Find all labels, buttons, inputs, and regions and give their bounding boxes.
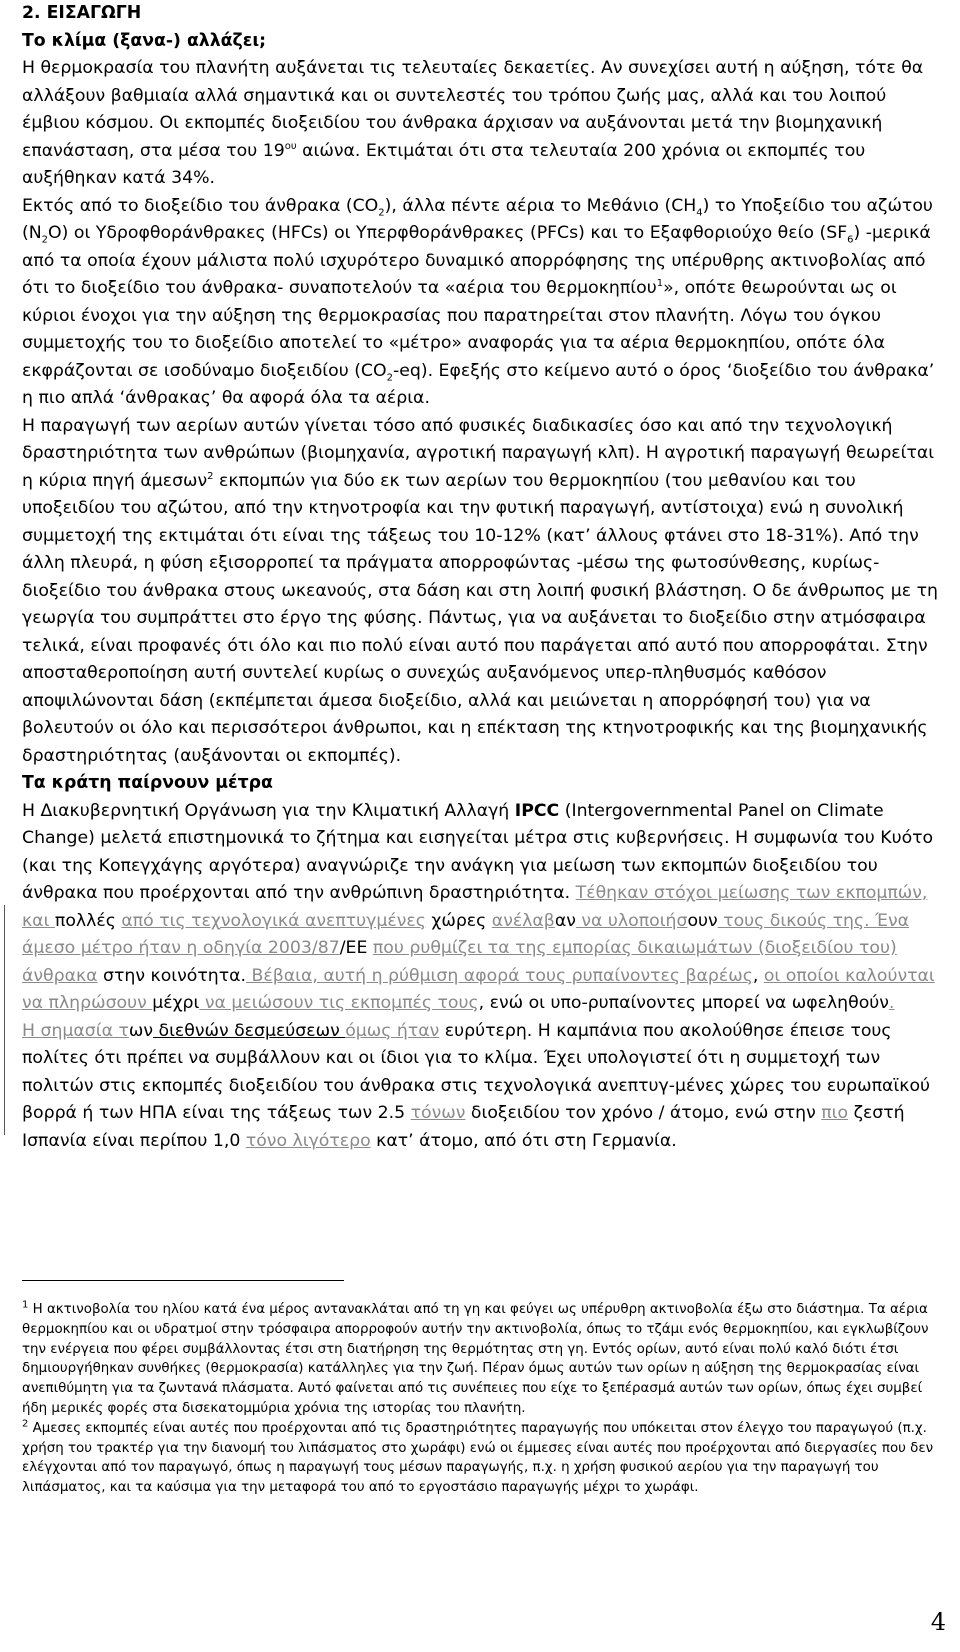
paragraph-citizens [22, 1018, 942, 1156]
tracked-change: τους δικούς της. Ένα άμεσο μέτρο ήταν η οδηγία 2003/87 [22, 910, 910, 958]
superscript: ου [284, 140, 297, 152]
text-run: ), άλλα πέντε αέρια το Μεθάνιο (CH [384, 195, 697, 216]
tracked-change: που ρυθμίζει τα της εμπορίας δικαιωμάτων (διοξειδίου του) άνθρακα [22, 938, 897, 986]
text-run: ων [128, 1020, 153, 1041]
paragraph-sources [22, 413, 942, 771]
text-run: ) το Υποξείδιο του αζώτου (N [22, 195, 933, 243]
text-run: , ενώ οι υπο-ρυπαίνοντες μπορεί να ωφεληθούν [478, 993, 889, 1013]
tracked-change: ανέλαβ [491, 910, 555, 931]
text-run: », οπότε θεωρούνται ως οι κύριοι ένοχοι για την αύξηση της θερμοκρασίας που παρατηρείται στον πλανήτη. Λόγω του όγκου συμμετοχής του το διοξείδιο αποτελεί το «μέτρο» αναφοράς για τα αέρια θερμοκηπίου, οπότε όλα εκφράζονται σε ισοδύναμο διοξειδίου (CO [22, 278, 897, 381]
footnotes [22, 1300, 947, 1498]
text-run: κατ’ άτομο, από ότι στη Γερμανία. [370, 1130, 677, 1151]
page-number: 4 [930, 1608, 946, 1636]
footnote-ref-2[interactable]: 2 [207, 470, 214, 482]
text-run: Εκτός από το διοξείδιο του άνθρακα (CO [22, 195, 379, 216]
tracked-change: Τέθηκαν στόχοι μείωσης των εκπομπών, και [22, 883, 928, 931]
text-run: -eq). Εφεξής στο κείμενο αυτό ο όρος ‘διοξείδιο του άνθρακα’ η πιο απλά ‘άνθρακας’ θα αφορά όλα τα αέρια. [22, 360, 935, 408]
change-bar [4, 905, 5, 1135]
text-run: στην κοινότητα. [97, 965, 246, 986]
section-title: 2. ΕΙΣΑΓΩΓΗ [22, 3, 142, 23]
text-run: Η παραγωγή των αερίων αυτών γίνεται τόσο από φυσικές διαδικασίες όσο και από την τεχνολογική δραστηριότητα των ανθρώπων (βιομηχανία, αγροτική παραγωγή κλπ). Η αγροτική παραγωγή θεωρείται η κύρια πηγή άμεσων [22, 415, 935, 491]
footnote-text: Η ακτινοβολία του ηλίου κατά ένα μέρος αντανακλάται από τη γη και φεύγει ως υπέρυθρη ακτινοβολία έξω στο διάστημα. Τα αέρια θερμοκηπίου και οι υδρατμοί στην τρόσφαιρα απορροφούν αυτήν την ακτινοβολία, όπως το τζάμι ενός θερμοκηπίου, και εγκλωβίζουν την ενέργεια που φέρει συμβάλλοντας έτσι στη διατήρηση της θερμότητας στη γη. Εντός ορίων, αυτό είναι πολύ καλό διότι έτσι δημιουργήθηκαν συνθήκες (θερμοκρασία) κατάλληλες για την ζωή. Πέραν όμως αυτών των ορίων η αύξηση της θερμοκρασίας είναι ανεπιθύμητη για τα ζωντανά πλάσματα. Αυτό φαίνεται από τις συνέπειες που είχε το ξεπέρασμά αυτών των ορίων, όπως έχει συμβεί ήδη μερικές φορές στα δισεκατομμύρια χρόνια της ιστορίας του πλανήτη. [22, 1302, 929, 1416]
text-run: ευρύτερη. Η καμπάνια που ακολούθησε έπεισε τους πολίτες ότι πρέπει να συμβάλλουν και οι ίδιοι για το κλίμα. Έχει υπολογιστεί ότι η συμμετοχή των πολιτών στις εκπομπές διοξειδίου του άνθρακα στις τεχνολογικά ανεπτυγ-μένες χώρες του ευρωπαϊκού βορρά ή των ΗΠΑ είναι της τάξεως των 2.5 [22, 1020, 931, 1123]
text-run: ζεστή Ισπανία είναι περίπου 1,0 [22, 1103, 905, 1151]
footnote-separator [22, 1280, 344, 1281]
subsection-title-states: Τα κράτη παίρνουν μέτρα [22, 773, 273, 793]
text-run: Η θερμοκρασία του πλανήτη αυξάνεται τις τελευταίες δεκαετίες. Αν συνεχίσει αυτή η αύξηση, τότε θα αλλάξουν βαθμιαία αλλά σημαντικά και οι συντελεστές του τρόπου ζωής μας, αλλά και του λοιπού έμβιου κόσμου. Οι εκπομπές διοξειδίου του άνθρακα άρχισαν να αυξάνονται μετά την βιομηχανική επανάσταση, στα μέσα του 19 [22, 58, 924, 161]
tracked-change: από τις τεχνολογικά ανεπτυγμένες [121, 910, 426, 931]
subscript: 2 [378, 206, 385, 218]
tracked-change: πιο [821, 1103, 849, 1123]
text-run: Η Διακυβερνητική Οργάνωση για την Κλιματική Αλλαγή [22, 800, 515, 821]
text-run: αιώνα. Εκτιμάται ότι στα τελευταία 200 χρόνια οι εκπομπές του αυξήθηκαν κατά 34%. [22, 140, 866, 188]
tracked-change: τόνων [410, 1103, 466, 1123]
footnote-1 [22, 1300, 947, 1419]
text-run: χώρες [425, 910, 492, 931]
tracked-change: . [888, 993, 895, 1013]
text-run: /ΕΕ [339, 938, 373, 958]
paragraph-greenhouse-gases [22, 193, 942, 413]
text-run: εκπομπών για δύο εκ των αερίων του θερμοκηπίου (του μεθανίου και του υποξειδίου του αζώτου, από την κτηνοτροφία και την φυτική παραγωγή, αντίστοιχα) ενώ η συνολική συμμετοχή της εκτιμάται ότι είναι της τάξεως του 10-12% (κατ’ άλλους φτάνει στο 18-31%). Από την άλλη πλευρά, η φύση εξισορροπεί τα πράγματα απορροφώντας -μέσω της φωτοσύνθεσης, κυρίως- διοξείδιο του άνθρακα στους ωκεανούς, στα δάση και στη λοιπή φυσική βλάστηση. Ο δε άνθρωπος με τη γεωργία του συμπράττει στο έργο της φύσης. Πάντως, για να αυξάνεται το διοξείδιο στην ατμόσφαιρα τελικά, είναι προφανές ότι όλο και πιο πολύ είναι αυτό που παράγεται από αυτό που απορροφάται. Στην αποσταθεροποίηση αυτή συντελεί κυρίως ο συνεχώς αυξανόμενος υπερ-πληθυσμός καθόσον αποψιλώνονται δάση (εκπέμπεται άμεσα διοξείδιο, αλλά και μειώνεται η απορρόφησή του) για να βολευτούν οι όλο και περισσότεροι άνθρωποι, και η επέκταση της κτηνοτροφικής και της βιομηχανικής δραστηριότητας (αυξάνονται οι εκπομπές). [22, 470, 938, 766]
footnote-2 [22, 1419, 947, 1498]
text-run: ) -μερικά από τα οποία έχουν μάλιστα πολύ ισχυρότερο δυναμικό απορρόφησης της υπέρυθρης ακτινοβολίας από ότι το διοξείδιο του άνθρακα- συναποτελούν τα «αέρια του θερμοκηπίου [22, 223, 931, 298]
tracked-change: Η σημασία τ [22, 1020, 129, 1041]
ipcc-acronym: IPCC [514, 800, 560, 821]
paragraph-ipcc [22, 798, 942, 1018]
tracked-change: να υλοποιήσ [575, 910, 688, 931]
subscript: 2 [41, 234, 49, 246]
footnote-mark: 1 [22, 1299, 29, 1311]
footnote-text: Αμεσες εκπομπές είναι αυτές που προέρχονται από τις δραστηριότητες παραγωγής που υπόκειται στον έλεγχο του παραγωγού (π.χ. χρήση του τρακτέρ για την διανομή του λιπάσματος στο χωράφι) ενώ οι έμμεσες είναι αυτές που προέρχονται από διεργασίες που δεν ελέγχονται από τον παραγωγό, όπως η παραγωγή τους μέσων παραγωγής, π.χ. η χρήση φυσικού αερίου για την παραγωγή του λιπάσματος, και τα καύσιμα για την μεταφορά του από το εργοστάσιο παραγωγής μέχρι το χωράφι. [22, 1420, 934, 1496]
tracked-change: οι οποίοι καλούνται να πληρώσουν [22, 965, 935, 1013]
text-run: ουν [687, 910, 718, 931]
text-run: διεθνών δεσμεύσεων [153, 1020, 346, 1041]
subscript: 4 [696, 206, 703, 218]
text-run: (Intergovernmental Panel on Climate Change) μελετά επιστημονικά το ζήτημα και εισηγείται μέτρα στις κυβερνήσεις. Η συμφωνία του Κυότο (και της Κοπεγχάγης αργότερα) αναγνώριζε την ανάγκη για μείωση των εκπομπών διοξειδίου του άνθρακα που προέρχονται από την ανθρώπινη δραστηριότητα. [22, 800, 934, 903]
footnote-ref-1[interactable]: 1 [656, 278, 664, 290]
tracked-change: όμως ήταν [345, 1020, 440, 1041]
footnote-mark: 2 [22, 1418, 29, 1430]
tracked-change: Βέβαια, αυτή η ρύθμιση αφορά τους ρυπαίνοντες βαρέως [246, 965, 753, 986]
tracked-change: να μειώσουν τις εκπομπές τους [199, 993, 479, 1013]
text-run: πολλές [54, 910, 122, 931]
tracked-change: τόνο λιγότερο [245, 1130, 371, 1151]
paragraph-temperature [22, 55, 942, 193]
text-run: αν [554, 910, 576, 931]
text-run: O) οι Υδροφθοράνθρακες (HFCs) οι Υπερφθοράνθρακες (PFCs) και το Εξαφθοριούχο θείο (SF [48, 223, 848, 243]
subscript: 2 [386, 371, 393, 383]
text-run: μέχρι [152, 993, 200, 1013]
subscript: 6 [847, 234, 854, 246]
body-text [22, 0, 942, 1155]
text-run: , [752, 965, 764, 986]
text-run: διοξειδίου τον χρόνο / άτομο, ενώ στην [465, 1103, 822, 1123]
subsection-title-climate: Το κλίμα (ξανα-) αλλάζει; [22, 30, 267, 51]
